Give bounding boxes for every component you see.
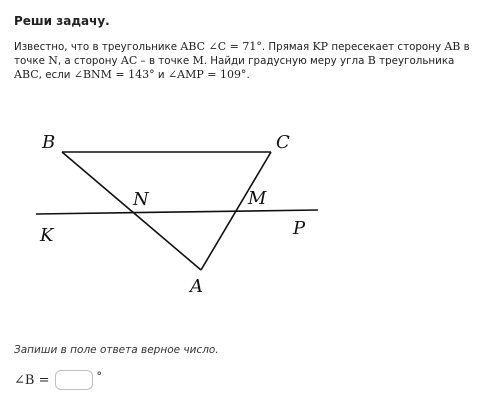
- problem-text: . Прямая: [261, 41, 313, 53]
- label-b: B: [42, 132, 56, 153]
- math-line-kp: KP: [312, 40, 329, 53]
- problem-text: в точке: [14, 41, 470, 67]
- triangle-figure: [0, 120, 500, 305]
- label-m: M: [248, 188, 267, 209]
- task-title: Реши задачу.: [14, 14, 110, 28]
- math-point-n: N: [48, 54, 58, 67]
- problem-text: Известно, что в треугольнике: [14, 41, 181, 53]
- problem-text: треугольника: [375, 55, 455, 67]
- label-a: A: [190, 276, 203, 297]
- label-c: C: [276, 132, 290, 153]
- math-side-ab: AB: [444, 40, 461, 53]
- math-triangle-abc: ABC: [14, 68, 39, 81]
- math-side-ac: AC: [120, 54, 138, 67]
- math-angle-b: B: [367, 54, 376, 67]
- side-ba: [62, 152, 201, 270]
- problem-text: пересекает сторону: [328, 41, 445, 53]
- problem-text: и: [154, 69, 168, 81]
- label-p: P: [293, 218, 306, 239]
- line-kp: [36, 210, 318, 214]
- answer-input[interactable]: [55, 370, 93, 390]
- problem-text: .: [246, 69, 250, 81]
- math-angle-bnm: ∠BNM = 143°: [73, 68, 155, 81]
- problem-text: , если: [38, 69, 74, 81]
- answer-instruction: Запиши в поле ответа верное число.: [14, 344, 219, 356]
- figure-lines: [36, 152, 318, 270]
- label-n: N: [133, 189, 149, 210]
- math-angle-amp: ∠AMP = 109°: [167, 68, 247, 81]
- answer-row: [14, 370, 102, 390]
- math-point-m: M: [192, 54, 204, 67]
- math-triangle-angle: ABC ∠C = 71°: [180, 40, 262, 53]
- degree-symbol: °: [96, 369, 102, 383]
- answer-label: ∠B =: [14, 372, 50, 388]
- problem-text: , а сторону: [57, 55, 121, 67]
- problem-text: . Найди градусную меру угла: [203, 55, 368, 67]
- problem-text: – в точке: [137, 55, 193, 67]
- label-k: K: [40, 225, 54, 246]
- problem-statement: [14, 40, 479, 82]
